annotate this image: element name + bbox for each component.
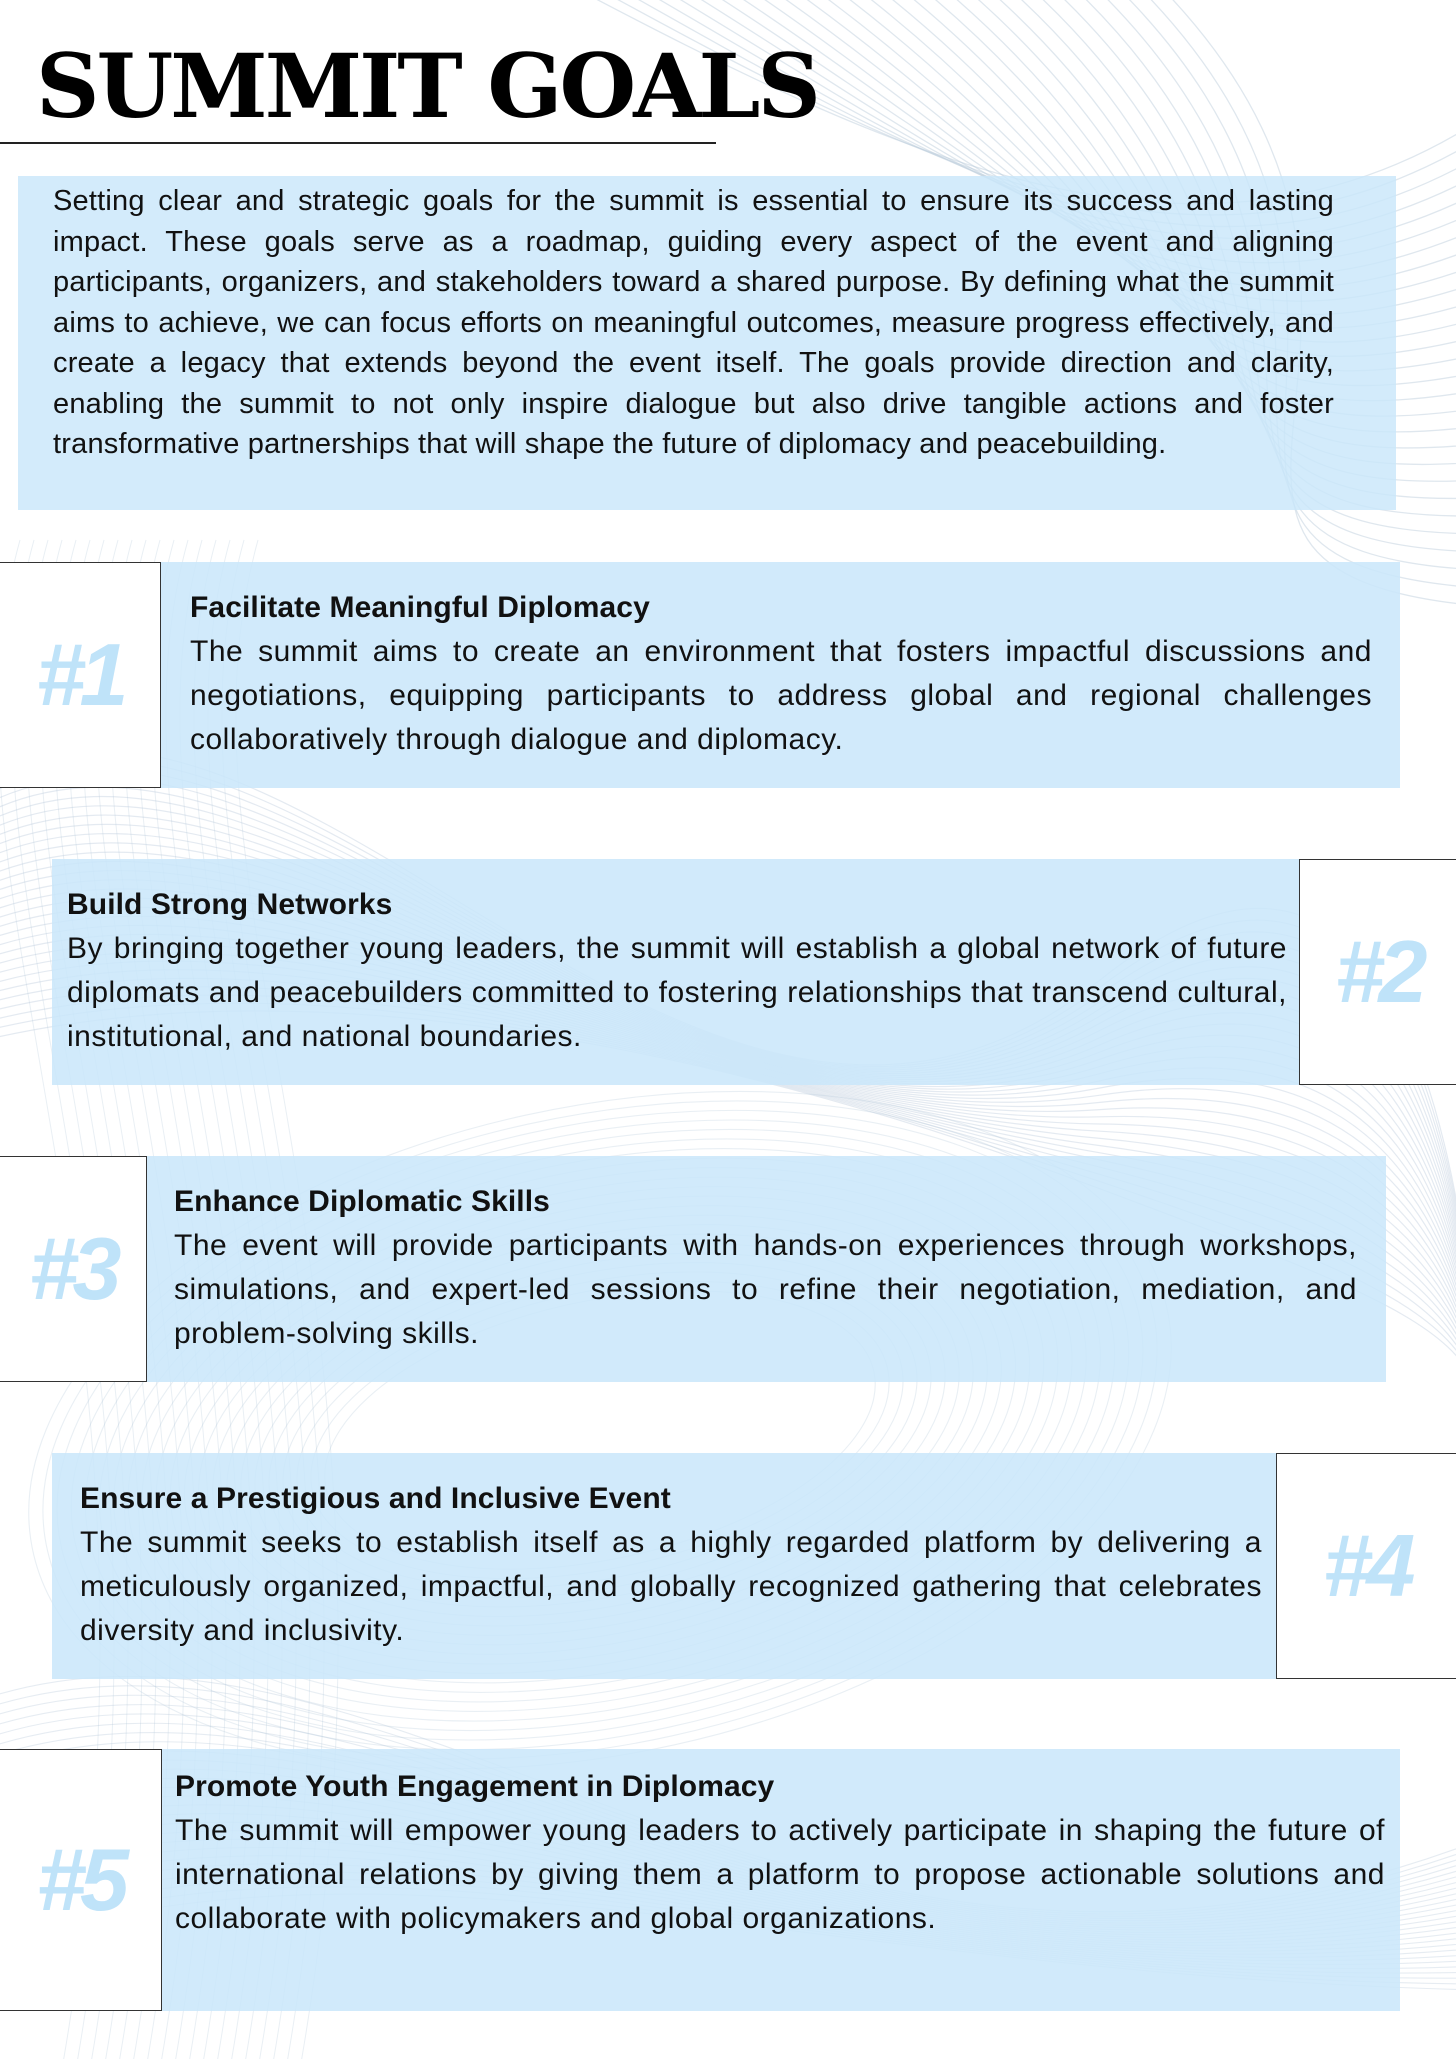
goal-description: The event will provide participants with hands-on experiences through workshops, simulations, and expert-led sessions to refine their negotiation, mediation, and problem-solving skills.	[174, 1229, 1357, 1350]
goal-description: The summit will empower young leaders to actively participate in shaping the future of international relations by giving them a platform to propose actionable solutions and collaborate with policymakers and global organizations.	[175, 1814, 1385, 1935]
title-underline	[0, 142, 716, 144]
goal-title: Promote Youth Engagement in Diplomacy	[175, 1770, 775, 1803]
goal-title: Facilitate Meaningful Diplomacy	[190, 591, 650, 624]
goal-number-box-1	[0, 562, 161, 788]
page-title: SUMMIT GOALS	[36, 34, 818, 138]
goal-number: #3	[29, 1219, 116, 1318]
goal-description: By bringing together young leaders, the summit will establish a global network of future diplomats and peacebuilders committed to fostering relationships that transcend cultural, institutional, and national boundaries.	[67, 932, 1287, 1053]
goal-title: Ensure a Prestigious and Inclusive Event	[80, 1482, 671, 1515]
goal-number-box-2	[1299, 859, 1456, 1085]
goal-card-3	[146, 1156, 1386, 1382]
goal-number: #1	[36, 625, 123, 724]
goal-number-box-4	[1276, 1453, 1456, 1679]
goal-number-box-3	[0, 1156, 147, 1382]
intro-text: Setting clear and strategic goals for the summit is essential to ensure its success and lasting impact. These goals serve as a roadmap, guiding every aspect of the event and aligning participants, organizers, and stakeholders toward a shared purpose. By defining what the summit aims to achieve, we can focus efforts on meaningful outcomes, measure progress effectively, and create a legacy that extends beyond the event itself. The goals provide direction and clarity, enabling the summit to not only inspire dialogue but also drive tangible actions and foster transformative partnerships that will shape the future of diplomacy and peacebuilding.	[53, 185, 1334, 460]
goal-number-box-5	[0, 1749, 162, 2011]
goal-number: #5	[37, 1830, 123, 1929]
goal-title: Build Strong Networks	[67, 888, 393, 921]
goal-title: Enhance Diplomatic Skills	[174, 1185, 550, 1218]
goal-number: #4	[1323, 1516, 1410, 1615]
goal-card-4	[52, 1453, 1276, 1679]
goal-card-2	[52, 859, 1300, 1085]
goal-description: The summit seeks to establish itself as a highly regarded platform by delivering a meticulously organized, impactful, and globally recognized gathering that celebrates diversity and inclusivity.	[80, 1526, 1262, 1647]
goal-card-1	[160, 562, 1400, 788]
goal-number: #2	[1335, 922, 1422, 1021]
intro-box	[18, 176, 1396, 510]
goal-card-5	[160, 1749, 1400, 2011]
goal-description: The summit aims to create an environment that fosters impactful discussions and negotiations, equipping participants to address global and regional challenges collaboratively through dialogue and diplomacy.	[190, 635, 1372, 756]
